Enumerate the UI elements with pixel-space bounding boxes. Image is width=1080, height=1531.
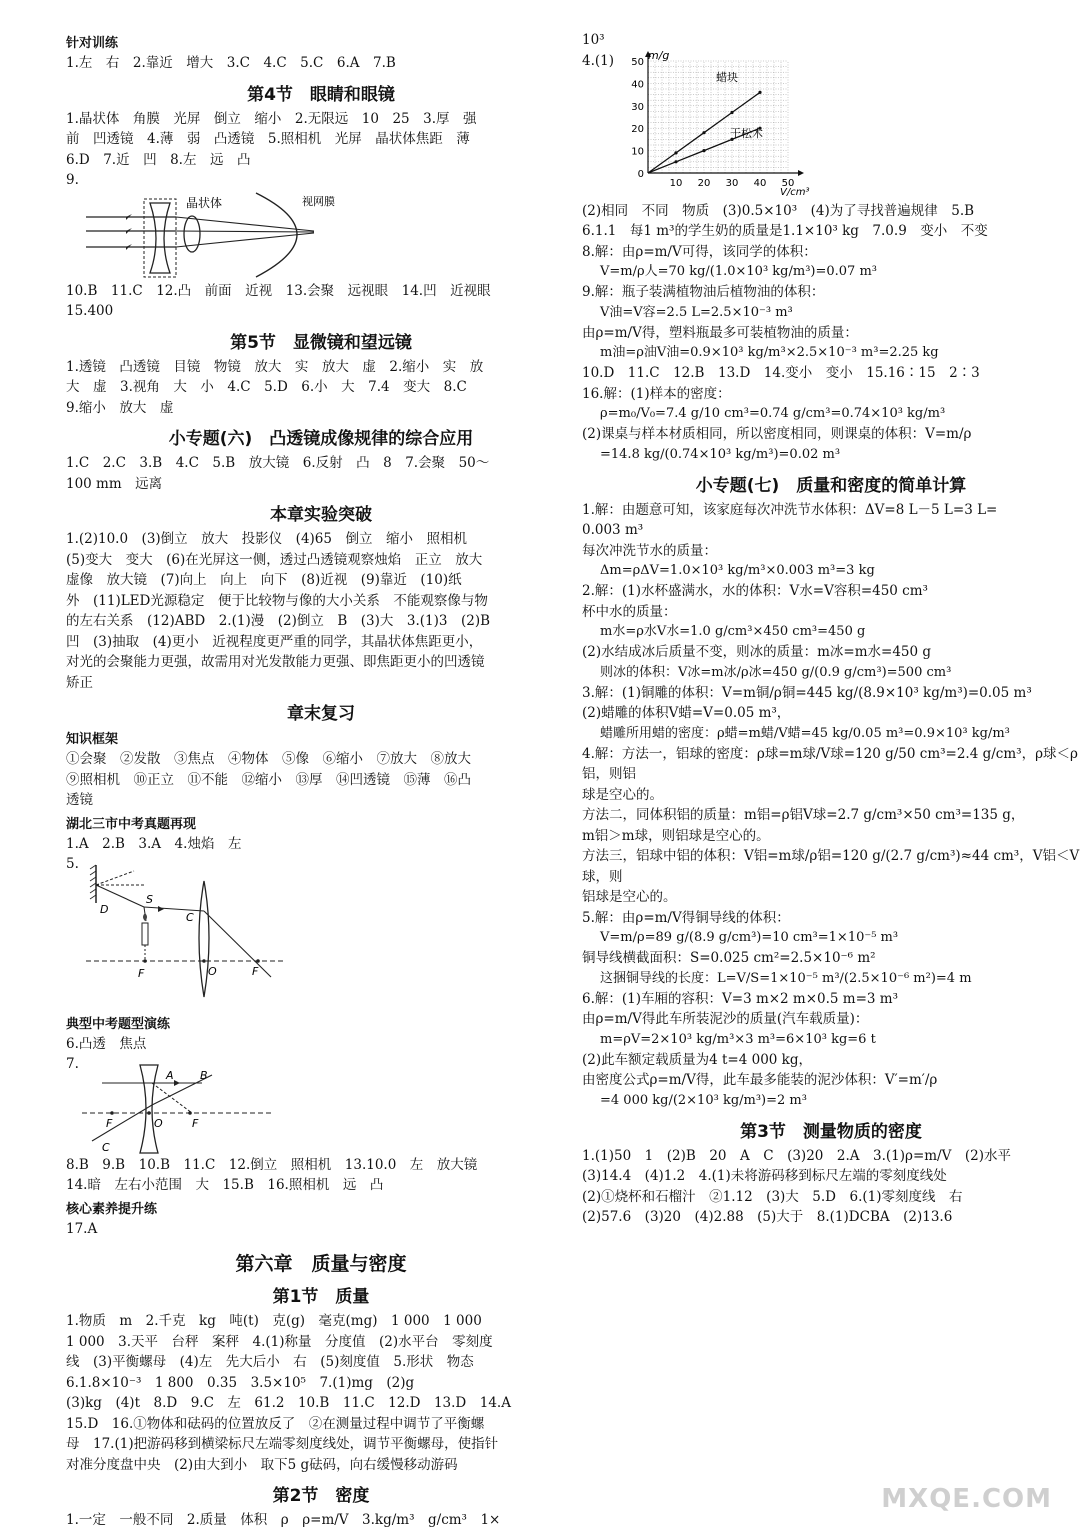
section-title: 章末复习 [287, 704, 355, 724]
label-c: C [186, 910, 194, 924]
data-point [674, 160, 677, 163]
x-axis-label: V/cm³ [780, 186, 810, 197]
question-number: 5. [66, 856, 79, 872]
answer-line: 3.解：(1)铜雕的体积：V=m铜/ρ铜=445 kg/(8.9×10³ kg/m³)=0.05 m³ [582, 684, 1032, 701]
answer-line: 10.B 11.C 12.凸 前面 近视 13.会聚 远视眼 14.凹 近视眼 [66, 282, 491, 299]
answer-line: m铝＞m球，则铝球是空心的。 [582, 827, 770, 844]
sub-heading: 知识框架 [66, 732, 119, 747]
answer-line: 铝球是空心的。 [582, 889, 677, 905]
label-o: O [154, 1116, 163, 1130]
answer-line: 6.1.1 每1 m³的学生奶的质量是1.1×10³ kg 7.0.9 变小 不变 [582, 223, 988, 239]
section-title: 第4节 眼睛和眼镜 [247, 84, 395, 105]
answer-line: 由密度公式ρ=m/V得，此车最多能装的泥沙体积：V′=m′/ρ [582, 1072, 938, 1088]
answer-line: 14.暗 左右小范围 大 15.B 16.照相机 远 凸 [66, 1177, 384, 1193]
retina-label: 视网膜 [302, 194, 335, 208]
question-number: 9. [66, 172, 79, 188]
section-title: 第1节 质量 [272, 1287, 370, 1307]
answer-line: 10³ [582, 32, 605, 48]
label-b: B [200, 1068, 208, 1082]
answer-line: 方法三，铝球中铝的体积：V铝=m球/ρ铝=120 g/(2.7 g/cm³)≈44 cm³，V铝＜V球，则 [582, 848, 1080, 885]
formula-line: V油=V容=2.5 L=2.5×10⁻³ m³ [600, 304, 793, 320]
convex-lens-shape [199, 881, 209, 997]
answer-line: 1.(2)10.0 (3)倒立 放大 投影仪 (4)65 倒立 缩小 照相机 [66, 531, 467, 547]
formula-line: 这捆铜导线的长度：L=V/S=1×10⁻⁵ m³/(2.5×10⁻⁶ m²)=4 m [600, 970, 972, 986]
answer-line: 4.解：方法一，铝球的密度：ρ球=m球/V球=120 g/50 cm³=2.4 g/cm³，ρ球＜ρ铝，则铝 [582, 745, 1078, 782]
answer-line: 由ρ=m/V得此车所装泥沙的质量(汽车载质量)： [582, 1011, 869, 1027]
section-title: 第2节 密度 [272, 1486, 370, 1506]
answer-line: 15.400 [66, 303, 114, 319]
label-f: F [252, 964, 259, 978]
chart-ticks [631, 57, 794, 189]
answer-line: 9.解：瓶子装满植物油后植物油的体积： [582, 284, 825, 300]
formula-line: ρ=m₀/V₀=7.4 g/10 cm³=0.74 g/cm³=0.74×10³ kg/m³ [600, 406, 946, 421]
data-point [758, 90, 761, 93]
x-axis-arrow [798, 170, 804, 176]
answer-line: 1.晶状体 角膜 光屏 倒立 缩小 2.无限远 10 25 3.厚 强 [66, 110, 477, 127]
x-tick-label: 40 [753, 177, 767, 189]
concave-lens-shape [140, 1065, 158, 1153]
section-title: 第5节 显微镜和望远镜 [230, 332, 412, 353]
label-f: F [192, 1116, 199, 1130]
answer-line: 0.003 m³ [582, 522, 644, 538]
answer-line: 9.缩小 放大 虚 [66, 399, 174, 416]
section-title: 小专题(六) 凸透镜成像规律的综合应用 [168, 429, 474, 449]
chapter-title: 第六章 质量与密度 [235, 1253, 407, 1275]
crystalline-lens-shape [184, 216, 200, 252]
eye-diagram [86, 191, 346, 281]
answer-line: 1.C 2.C 3.B 4.C 5.B 放大镜 6.反射 凸 8 7.会聚 50～ [66, 455, 490, 471]
formula-line: 蜡雕所用蜡的密度：ρ蜡=m蜡/V蜡=45 kg/0.05 m³=0.9×10³ kg/m³ [600, 725, 1010, 741]
answer-line: 由ρ=m/V得，塑料瓶最多可装植物油的质量： [582, 324, 858, 341]
answer-line: 1.A 2.B 3.A 4.烛焰 左 [66, 835, 242, 852]
mass-volume-chart [618, 47, 828, 197]
series-label-wax: 蜡块 [716, 70, 738, 84]
formula-line: m水=ρ水V水=1.0 g/cm³×450 cm³=450 g [600, 624, 866, 639]
answer-line: 6.凸透 焦点 [66, 1035, 147, 1052]
answer-line: 线 (3)平衡螺母 (4)左 先大后小 右 (5)刻度值 5.形状 物态 [66, 1354, 474, 1370]
label-a: A [166, 1068, 174, 1082]
formula-line: Δm=ρΔV=1.0×10³ kg/m³×0.003 m³=3 kg [600, 563, 875, 578]
section-title: 第3节 测量物质的密度 [740, 1121, 922, 1142]
x-tick-label: 30 [725, 177, 739, 189]
answer-line: (2)蜡雕的体积V蜡=V=0.05 m³， [582, 705, 791, 721]
data-point [730, 110, 733, 113]
answer-line: 球是空心的。 [582, 786, 663, 803]
answer-line: 凹 (3)抽取 (4)更小 近视程度更严重的同学，其晶状体焦距更小， [66, 633, 483, 650]
formula-line: 则冰的体积：V冰=m冰/ρ冰=450 g/(0.9 g/cm³)=500 cm³ [600, 664, 952, 680]
series-label-pine: 干松木 [730, 126, 763, 140]
lens-label: 晶状体 [186, 195, 223, 210]
section-heading: 针对训练 [66, 36, 119, 51]
label-o: O [208, 964, 217, 978]
data-point [702, 131, 705, 134]
answer-line: 外 (11)LED光源稳定 便于比较物与像的大小关系 不能观察像与物 [66, 592, 488, 609]
answer-line: 2.解：(1)水杯盛满水，水的体积：V水=V容积=450 cm³ [582, 583, 928, 599]
graph-block [582, 48, 1080, 201]
answer-line: 1.一定 一般不同 2.质量 体积 ρ ρ=m/V 3.kg/m³ g/cm³ 1× [66, 1512, 501, 1528]
answer-line: 17.A [66, 1220, 98, 1237]
answer-line: (3)14.4 (4)1.2 4.(1)未将游码移到标尺左端的零刻度线处 [582, 1168, 947, 1184]
answer-line: 6.解：(1)车厢的容积：V=3 m×2 m×0.5 m=3 m³ [582, 990, 899, 1007]
x-tick-label: 10 [669, 177, 683, 189]
answer-line: 16.解：(1)样本的密度： [582, 385, 731, 402]
answer-line: 10.D 11.C 12.B 13.D 14.变小 变小 15.16∶15 2∶3 [582, 365, 980, 381]
answer-line: 对准分度盘中央 (2)由大到小 取下5 g砝码，向右缓慢移动游码 [66, 1456, 458, 1473]
formula-line: m=ρV=2×10³ kg/m³×3 m³=6×10³ kg=6 t [600, 1031, 876, 1047]
x-tick-label: 50 [781, 177, 795, 189]
answer-line: 矫正 [66, 674, 93, 691]
answer-line: (2)57.6 (3)20 (4)2.88 (5)大于 8.(1)DCBA (2)13.6 [582, 1209, 953, 1225]
y-tick-label: 10 [631, 146, 644, 158]
answer-line: 铜导线横截面积：S=0.025 cm²=2.5×10⁻⁶ m² [582, 950, 876, 966]
right-column [582, 30, 1080, 1228]
answer-line: 母 17.(1)把游码移到横梁标尺左端零刻度线处，调节平衡螺母，使指针 [66, 1436, 499, 1452]
left-column [66, 30, 576, 1531]
answer-line: (2)水结成冰后质量不变，则冰的质量：m冰=m水=450 g [582, 644, 932, 660]
answer-line: 对光的会聚能力更强，故需用对光发散能力更强、即焦距更小的凹透镜 [66, 654, 485, 670]
question-number: 7. [66, 1056, 79, 1072]
formula-line: =4 000 kg/(2×10³ kg/m³)=2 m³ [600, 1092, 807, 1108]
label-c: C [102, 1140, 110, 1154]
y-tick-label: 0 [637, 168, 644, 180]
concave-lens-diagram [82, 1061, 282, 1155]
answer-line: (2)课桌与样本材质相同，所以密度相同，则课桌的体积：V=m/ρ [582, 426, 972, 442]
formula-line: V=m/ρ人=70 kg/(1.0×10³ kg/m³)=0.07 m³ [600, 264, 877, 279]
y-tick-label: 40 [631, 78, 644, 90]
answer-line: 15.D 16.①物体和砝码的位置放反了 ②在测量过程中调节了平衡螺 [66, 1415, 485, 1432]
answer-line: 6.D 7.近 凹 8.左 远 凸 [66, 151, 251, 168]
answer-line: 透镜 [66, 792, 93, 808]
answer-line: ①会聚 ②发散 ③焦点 ④物体 ⑤像 ⑥缩小 ⑦放大 ⑧放大 [66, 751, 471, 767]
answer-line: 方法二，同体积铝的质量：m铝=ρ铝V球=2.7 g/cm³×50 cm³=135 g， [582, 807, 1025, 823]
answer-line: 1.(1)50 1 (2)B 20 A C (3)20 2.A 3.(1)ρ=m/V (2)水平 [582, 1147, 1011, 1164]
section-title: 小专题(七) 质量和密度的简单计算 [695, 475, 967, 496]
label-d: D [100, 902, 109, 916]
answer-line: (5)变大 变大 (6)在光屏这一侧，透过凸透镜观察烛焰 正立 放大 [66, 551, 483, 568]
answer-line: 大 虚 3.视角 大 小 4.C 5.D 6.小 大 7.4 变大 8.C [66, 379, 467, 395]
y-tick-label: 50 [631, 56, 644, 68]
concave-lens-shape [150, 203, 170, 273]
answer-line: 6.1.8×10⁻³ 1 800 0.35 3.5×10⁵ 7.(1)mg (2)g [66, 1374, 415, 1391]
formula-line: V=m/ρ=89 g/(8.9 g/cm³)=10 cm³=1×10⁻⁵ m³ [600, 930, 899, 945]
data-point [702, 149, 705, 152]
y-tick-label: 20 [631, 123, 644, 135]
formula-line: m油=ρ油V油=0.9×10³ kg/m³×2.5×10⁻³ m³=2.25 kg [600, 345, 939, 360]
answer-line: 8.B 9.B 10.B 11.C 12.倒立 照相机 13.10.0 左 放大镜 [66, 1156, 478, 1173]
sub-heading: 核心素养提升练 [66, 1201, 158, 1217]
answer-line: 杯中水的质量： [582, 603, 677, 620]
answer-line: 1.左 右 2.靠近 增大 3.C 4.C 5.C 6.A 7.B [66, 55, 396, 71]
answer-line: 100 mm 远离 [66, 475, 163, 492]
y-axis-label: m/g [648, 48, 670, 62]
y-tick-label: 30 [631, 101, 644, 113]
answer-line: 1.透镜 凸透镜 目镜 物镜 放大 实 放大 虚 2.缩小 实 放 [66, 358, 484, 375]
answer-line: (2)①烧杯和石榴汁 ②1.12 (3)大 5.D 6.(1)零刻度线 右 [582, 1188, 963, 1205]
question-number: 4.(1) [582, 52, 615, 69]
formula-line: =14.8 kg/(0.74×10³ kg/m³)=0.02 m³ [600, 446, 841, 462]
answer-line: 8.解：由ρ=m/V可得，该同学的体积： [582, 243, 817, 260]
answer-line: 每次冲洗节水的质量： [582, 542, 717, 559]
answer-line: ⑨照相机 ⑩正立 ⑪不能 ⑫缩小 ⑬厚 ⑭凹透镜 ⑮薄 ⑯凸 [66, 771, 471, 788]
answer-line: (3)kg (4)t 8.D 9.C 左 61.2 10.B 11.C 12.D 13.D 14.A [66, 1395, 511, 1411]
answer-line: 的左右关系 (12)ABD 2.(1)漫 (2)倒立 B (3)大 3.(1)3 (2)B [66, 613, 491, 629]
x-tick-label: 20 [697, 177, 711, 189]
label-f: F [106, 1116, 113, 1130]
section-title: 本章实验突破 [270, 505, 372, 525]
answer-line: 1 000 3.天平 台秤 案秤 4.(1)称量 分度值 (2)水平台 零刻度 [66, 1333, 493, 1350]
answer-line: 前 凹透镜 4.薄 弱 凸透镜 5.照相机 光屏 晶状体焦距 薄 [66, 131, 470, 147]
mirror-lens-diagram [86, 861, 306, 1011]
data-point [674, 151, 677, 154]
label-s: S [146, 892, 153, 906]
sub-heading: 湖北三市中考真题再现 [66, 816, 197, 832]
label-f: F [138, 966, 145, 980]
watermark: MXQE.COM [881, 1484, 1052, 1514]
answer-line: (2)相同 不同 物质 (3)0.5×10³ (4)为了寻找普遍规律 5.B [582, 202, 975, 219]
answer-line: 虚像 放大镜 (7)向上 向上 向下 (8)近视 (9)靠近 (10)纸 [66, 572, 462, 588]
sub-heading: 典型中考题型演练 [66, 1016, 171, 1032]
answer-line: 5.解：由ρ=m/V得铜导线的体积： [582, 909, 790, 926]
answer-line: 1.解：由题意可知，该家庭每次冲洗节水体积：ΔV=8 L－5 L=3 L= [582, 501, 998, 518]
answer-line: (2)此车额定载质量为4 t=4 000 kg， [582, 1051, 813, 1068]
answer-line: 1.物质 m 2.千克 kg 吨(t) 克(g) 毫克(mg) 1 000 1 000 [66, 1313, 482, 1329]
